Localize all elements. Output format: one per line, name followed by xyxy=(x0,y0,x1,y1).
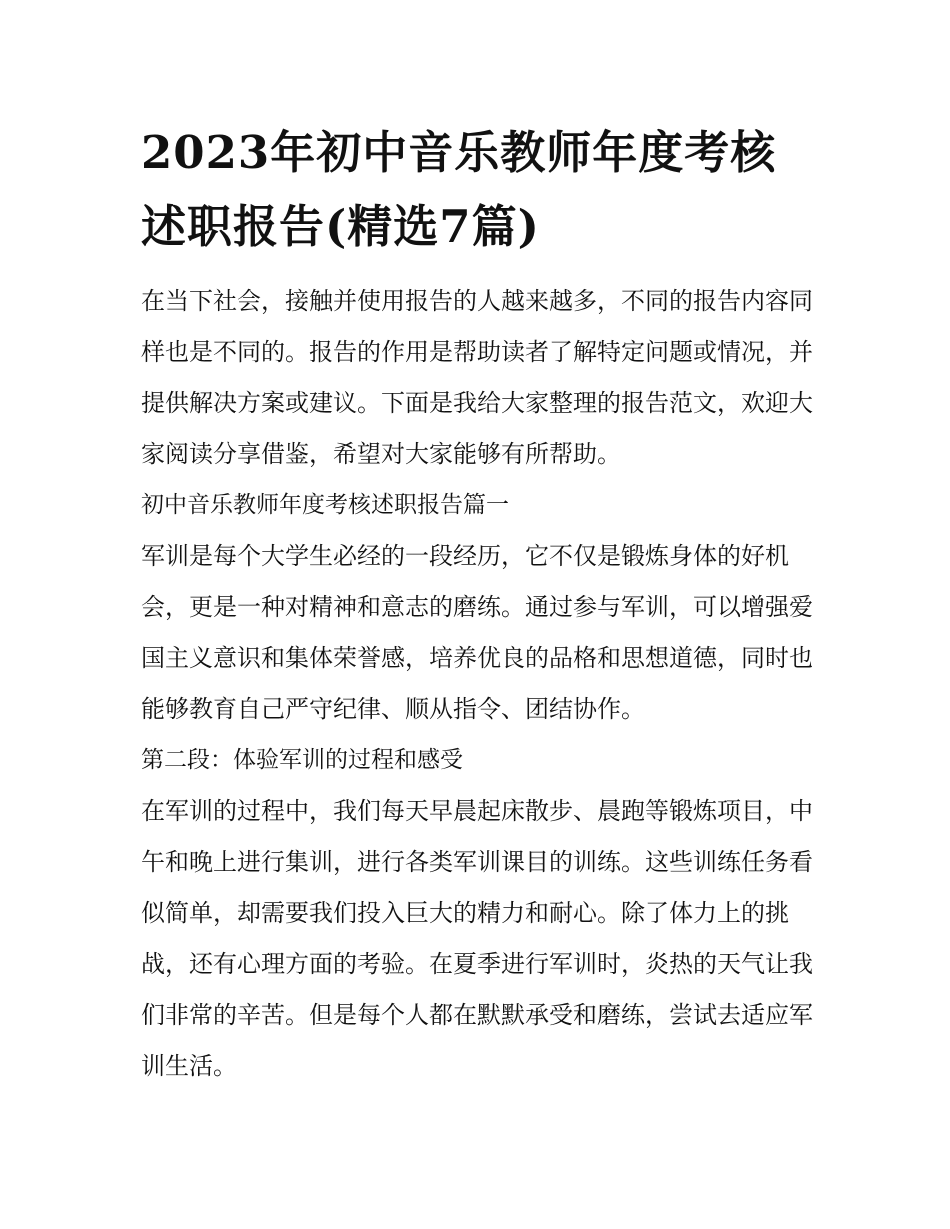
body-paragraph-1: 军训是每个大学生必经的一段经历，它不仅是锻炼身体的好机会，更是一种对精神和意志的磨练。通过参与军训，可以增强爱国主义意识和集体荣誉感，培养优良的品格和思想道德，同时也能够教育自己严守纪律、顺从指令、团结协作。 xyxy=(141,542,813,723)
intro-paragraph: 在当下社会，接触并使用报告的人越来越多，不同的报告内容同样也是不同的。报告的作用是帮助读者了解特定问题或情况，并提供解决方案或建议。下面是我给大家整理的报告范文，欢迎大家阅读分享借鉴，希望对大家能够有所帮助。 xyxy=(141,287,813,468)
document-body xyxy=(141,276,813,1092)
body-paragraph-2: 在军训的过程中，我们每天早晨起床散步、晨跑等锻炼项目，中午和晚上进行集训，进行各类军训课目的训练。这些训练任务看似简单，却需要我们投入巨大的精力和耐心。除了体力上的挑战，还有心理方面的考验。在夏季进行军训时，炎热的天气让我们非常的辛苦。但是每个人都在默默承受和磨练，尝试去适应军训生活。 xyxy=(141,797,813,1080)
section-heading-2: 第二段：体验军训的过程和感受 xyxy=(141,747,463,773)
section-heading-1: 初中音乐教师年度考核述职报告篇一 xyxy=(141,492,509,518)
document-content xyxy=(141,116,813,1092)
document-title: 2023年初中音乐教师年度考核述职报告(精选7篇) xyxy=(141,126,777,253)
